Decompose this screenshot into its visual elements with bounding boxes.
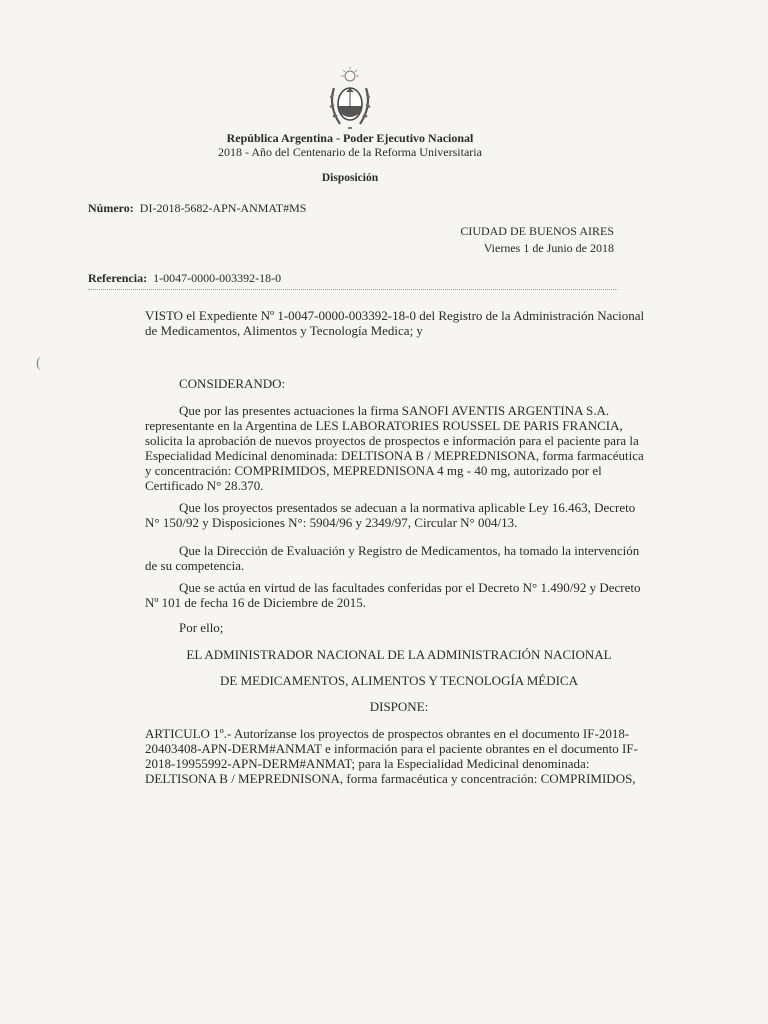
- separator-line: [88, 289, 618, 290]
- numero-value: DI-2018-5682-APN-ANMAT#MS: [139, 201, 307, 215]
- considerando-heading: CONSIDERANDO:: [179, 376, 286, 391]
- considerando-paragraph-3: Que la Dirección de Evaluación y Registro de Medicamentos, ha tomado la intervención de su competencia.: [145, 543, 640, 573]
- considerando-paragraph-4: Que se actúa en virtud de las facultades conferidas por el Decreto N° 1.490/92 y Decreto Nº 101 de fecha 16 de Diciembre de 2015.: [145, 580, 641, 610]
- city: CIUDAD DE BUENOS AIRES: [460, 224, 614, 238]
- scan-mark: (: [36, 355, 41, 371]
- articulo-1: ARTICULO 1º.- Autorízanse los proyectos de prospectos obrantes en el documento IF-2018-20403408-APN-DERM#ANMAT e información para el paciente obrantes en el documento IF-2018-19955992-APN-DERM#ANMAT; para la Especialidad Medicinal denominada: DELTISONA B / MEPREDNISONA, forma farmacéutica y concentración: COMPRIMIDOS,: [145, 726, 638, 786]
- coat-of-arms-icon: [326, 66, 374, 132]
- document-type: Disposición: [321, 172, 379, 184]
- por-ello: Por ello;: [179, 620, 224, 635]
- referencia-row: [88, 271, 281, 286]
- dispone-heading: DISPONE:: [369, 699, 429, 714]
- header-title: República Argentina - Poder Ejecutivo Nacional: [226, 131, 474, 145]
- header-subtitle: 2018 - Año del Centenario de la Reforma Universitaria: [218, 145, 482, 159]
- referencia-label: Referencia:: [88, 271, 148, 285]
- considerando-paragraph-1: Que por las presentes actuaciones la firma SANOFI AVENTIS ARGENTINA S.A. representante en la Argentina de LES LABORATORIES ROUSSEL DE PARIS FRANCIA, solicita la aprobación de nuevos proyectos de prospectos e información para el paciente para la Especialidad Medicinal denominada: DELTISONA B / MEPREDNISONA, forma farmacéutica y concentración: COMPRIMIDOS, MEPREDNISONA 4 mg - 40 mg, autorizado por el Certificado N° 28.370.: [145, 403, 644, 493]
- numero-row: [88, 201, 306, 216]
- visto-paragraph: VISTO el Expediente Nº 1-0047-0000-003392-18-0 del Registro de la Administración Nacional de Medicamentos, Alimentos y Tecnología Medica; y: [145, 308, 645, 338]
- date: Viernes 1 de Junio de 2018: [483, 241, 614, 255]
- admin-line-1: EL ADMINISTRADOR NACIONAL DE LA ADMINISTRACIÓN NACIONAL: [186, 647, 612, 662]
- considerando-paragraph-2: Que los proyectos presentados se adecuan a la normativa aplicable Ley 16.463, Decreto N° 150/92 y Disposiciones N°: 5904/96 y 2349/97, Circular N° 004/13.: [145, 500, 636, 530]
- referencia-value: 1-0047-0000-003392-18-0: [153, 271, 282, 285]
- admin-line-2: DE MEDICAMENTOS, ALIMENTOS Y TECNOLOGÍA MÉDICA: [220, 673, 578, 688]
- numero-label: Número:: [88, 201, 134, 215]
